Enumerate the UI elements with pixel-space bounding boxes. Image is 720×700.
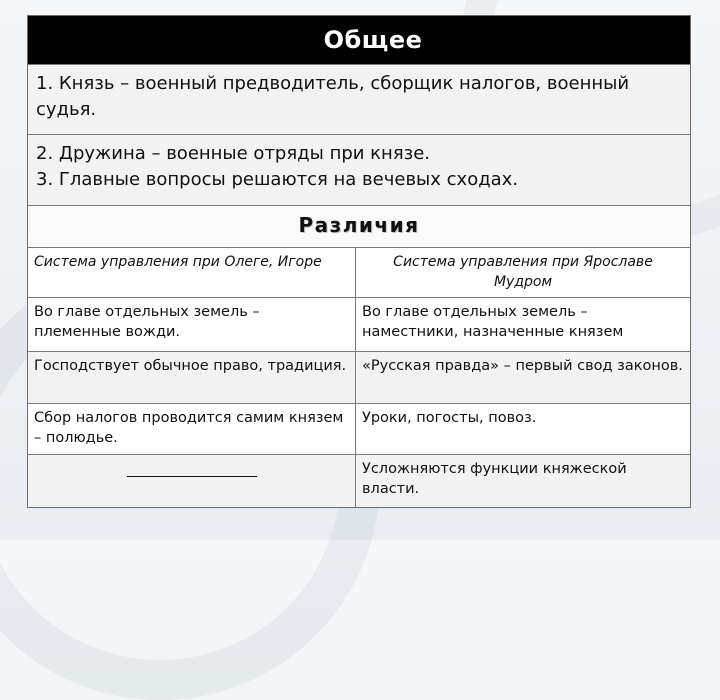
table-header-common: Общее — [28, 16, 690, 64]
column-header-oleg-igor: Система управления при Олеге, Игоре — [28, 247, 356, 297]
table-row-2-right: «Русская правда» – первый свод законов. — [356, 351, 690, 403]
table-row-4-left — [28, 454, 356, 507]
comparison-table — [27, 15, 691, 508]
column-header-yaroslav: Система управления при Ярославе Мудром — [356, 247, 690, 297]
differences-grid — [28, 247, 690, 507]
table-row-1-right: Во главе отдельных земель – наместники, назначенные князем — [356, 297, 690, 351]
common-item-3: 3. Главные вопросы решаются на вечевых сходах. — [36, 169, 519, 190]
table-row-3-left: Сбор налогов проводится самим князем – полюдье. — [28, 403, 356, 454]
blank-line — [127, 475, 257, 477]
table-row-1-left: Во главе отдельных земель – племенные вожди. — [28, 297, 356, 351]
common-items-2-3 — [28, 134, 690, 205]
common-item-1: 1. Князь – военный предводитель, сборщик налогов, военный судья. — [28, 64, 690, 134]
table-row-4-right: Усложняются функции княжеской власти. — [356, 454, 690, 507]
table-row-3-right: Уроки, погосты, повоз. — [356, 403, 690, 454]
common-item-2: 2. Дружина – военные отряды при князе. — [36, 143, 431, 164]
differences-heading: Различия — [28, 205, 690, 247]
table-row-2-left: Господствует обычное право, традиция. — [28, 351, 356, 403]
